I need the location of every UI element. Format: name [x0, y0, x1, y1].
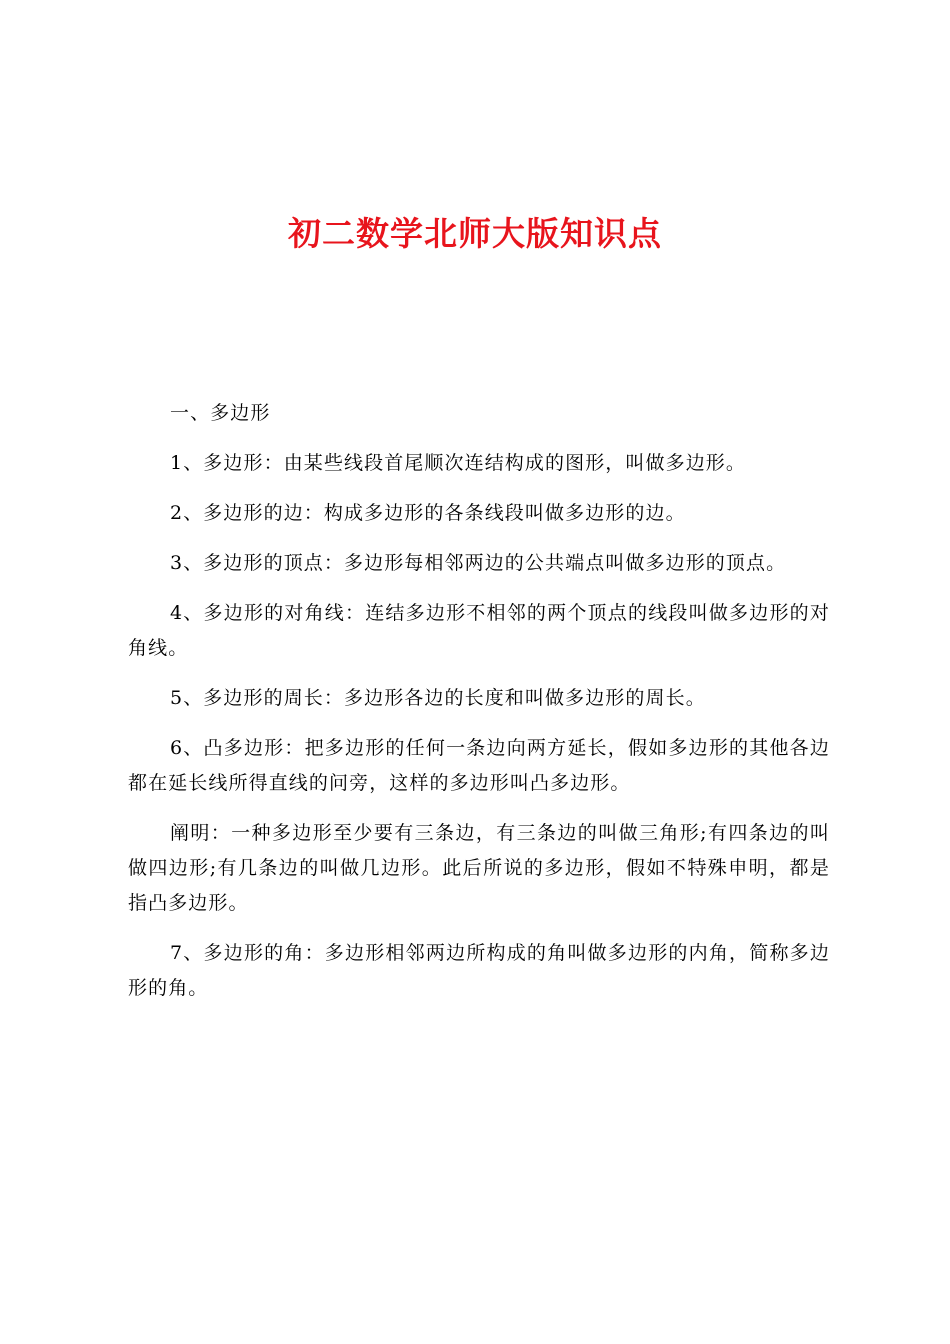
definition-polygon-side: 2、多边形的边：构成多边形的各条线段叫做多边形的边。: [170, 502, 686, 524]
page-title: 初二数学北师大版知识点: [288, 214, 662, 253]
definition-polygon: 1、多边形：由某些线段首尾顺次连结构成的图形，叫做多边形。: [170, 452, 746, 474]
definition-polygon-vertex: 3、多边形的顶点：多边形每相邻两边的公共端点叫做多边形的顶点。: [170, 552, 787, 574]
definition-convex-polygon: 6、凸多边形：把多边形的任何一条边向两方延长，假如多边形的其他各边都在延长线所得直线的问旁，这样的多边形叫凸多边形。: [128, 737, 830, 794]
definition-polygon-diagonal: 4、多边形的对角线：连结多边形不相邻的两个顶点的线段叫做多边形的对角线。: [128, 602, 830, 659]
definition-polygon-perimeter: 5、多边形的周长：多边形各边的长度和叫做多边形的周长。: [170, 687, 706, 709]
definition-polygon-angle: 7、多边形的角：多边形相邻两边所构成的角叫做多边形的内角，简称多边形的角。: [128, 942, 830, 999]
section-heading-polygon: 一、多边形: [170, 402, 271, 424]
explanation-note: 阐明：一种多边形至少要有三条边，有三条边的叫做三角形;有四条边的叫做四边形;有几条边的叫做几边形。此后所说的多边形，假如不特殊申明，都是指凸多边形。: [128, 822, 830, 914]
document-body: [128, 396, 830, 1021]
